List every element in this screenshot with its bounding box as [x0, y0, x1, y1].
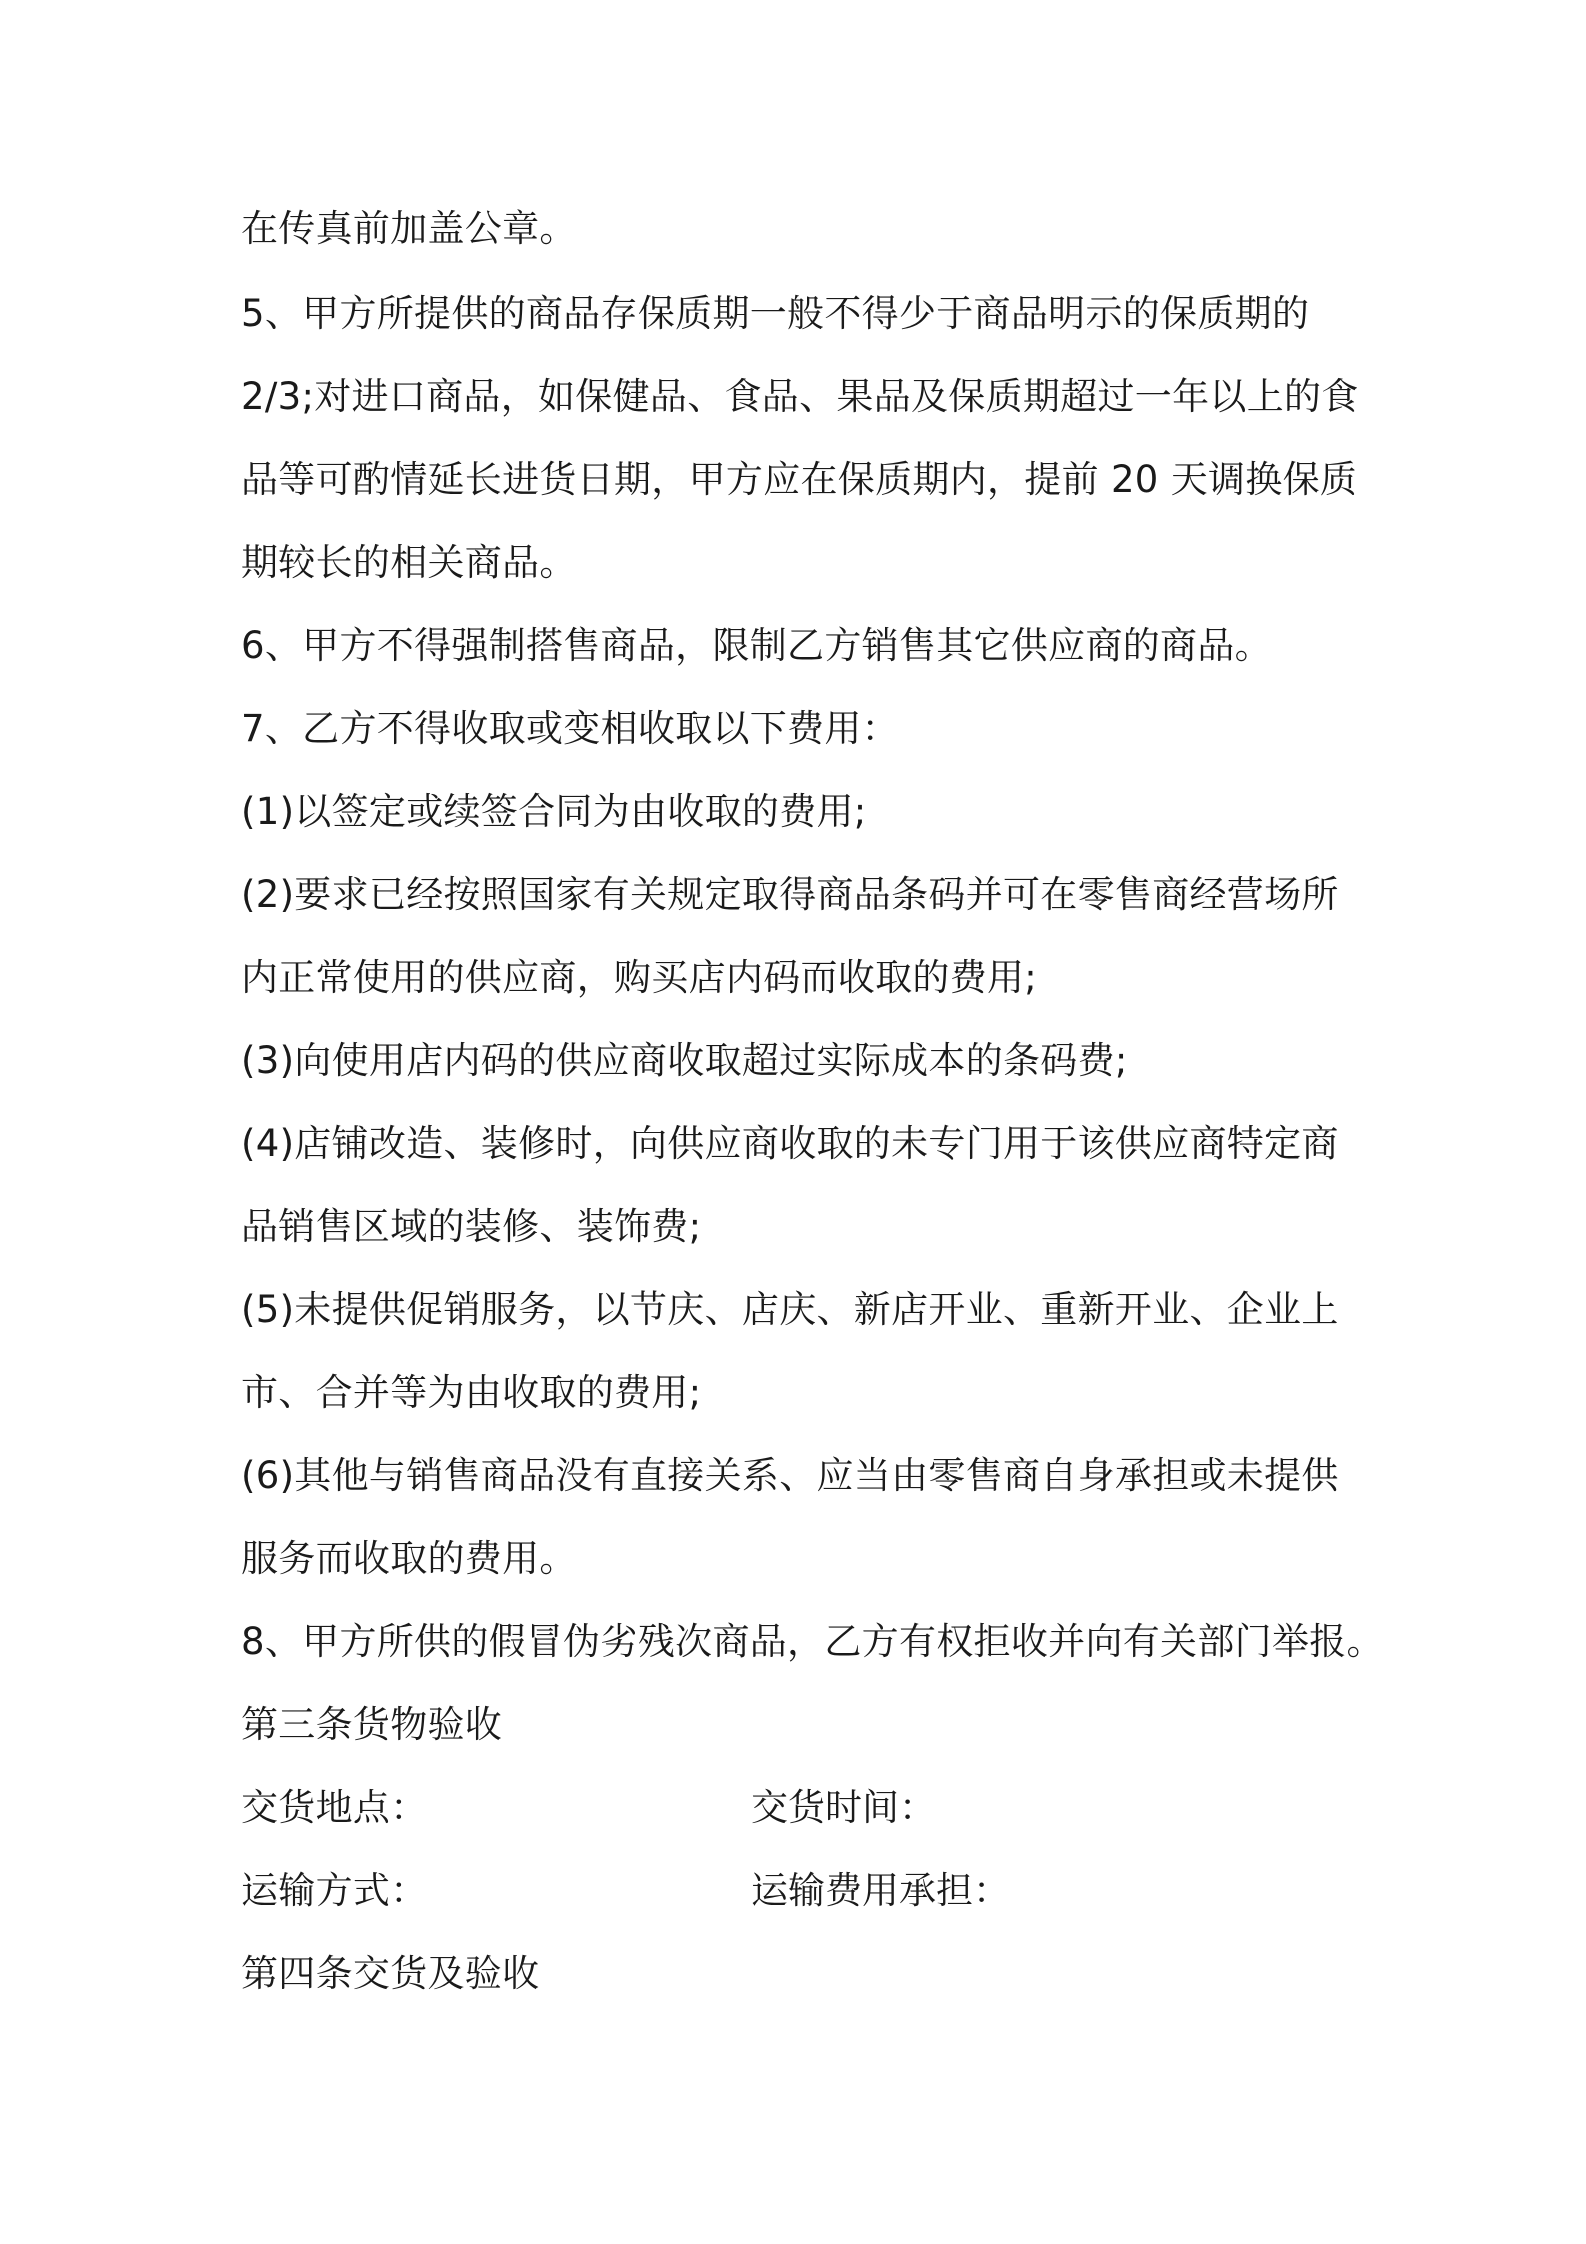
clause-8-line: 8、甲方所供的假冒伪劣残次商品，乙方有权拒收并向有关部门举报。 [241, 1620, 1384, 1663]
clause-6-line: 6、甲方不得强制搭售商品，限制乙方销售其它供应商的商品。 [241, 624, 1272, 667]
transport-cost-label: 运输费用承担： [751, 1869, 1010, 1912]
item-1-line: (1)以签定或续签合同为由收取的费用; [241, 790, 867, 833]
item-4-line-1: (4)店铺改造、装修时，向供应商收取的未专门用于该供应商特定商 [241, 1122, 1339, 1165]
delivery-time-label: 交货时间： [751, 1786, 936, 1829]
article-4-heading: 第四条交货及验收 [241, 1952, 540, 1995]
clause-5-line-1: 5、甲方所提供的商品存保质期一般不得少于商品明示的保质期的 [241, 292, 1310, 335]
clause-5-line-3: 品等可酌情延长进货日期，甲方应在保质期内，提前 20 天调换保质 [241, 458, 1358, 501]
paragraph-line: 在传真前加盖公章。 [241, 207, 577, 250]
item-2-line-1: (2)要求已经按照国家有关规定取得商品条码并可在零售商经营场所 [241, 873, 1339, 916]
item-5-line-1: (5)未提供促销服务，以节庆、店庆、新店开业、重新开业、企业上 [241, 1288, 1339, 1331]
clause-7-line: 7、乙方不得收取或变相收取以下费用： [241, 707, 899, 750]
article-3-heading: 第三条货物验收 [241, 1703, 503, 1746]
transport-method-label: 运输方式： [241, 1869, 428, 1912]
item-6-line-1: (6)其他与销售商品没有直接关系、应当由零售商自身承担或未提供 [241, 1454, 1339, 1497]
item-4-line-2: 品销售区域的装修、装饰费; [241, 1205, 702, 1248]
item-3-line: (3)向使用店内码的供应商收取超过实际成本的条码费; [241, 1039, 1128, 1082]
item-6-line-2: 服务而收取的费用。 [241, 1537, 577, 1580]
item-5-line-2: 市、合并等为由收取的费用; [241, 1371, 702, 1414]
clause-5-line-4: 期较长的相关商品。 [241, 541, 577, 584]
clause-5-line-2: 2/3;对进口商品，如保健品、食品、果品及保质期超过一年以上的食 [241, 375, 1359, 418]
delivery-place-label: 交货地点： [241, 1786, 428, 1829]
item-2-line-2: 内正常使用的供应商，购买店内码而收取的费用; [241, 956, 1038, 999]
